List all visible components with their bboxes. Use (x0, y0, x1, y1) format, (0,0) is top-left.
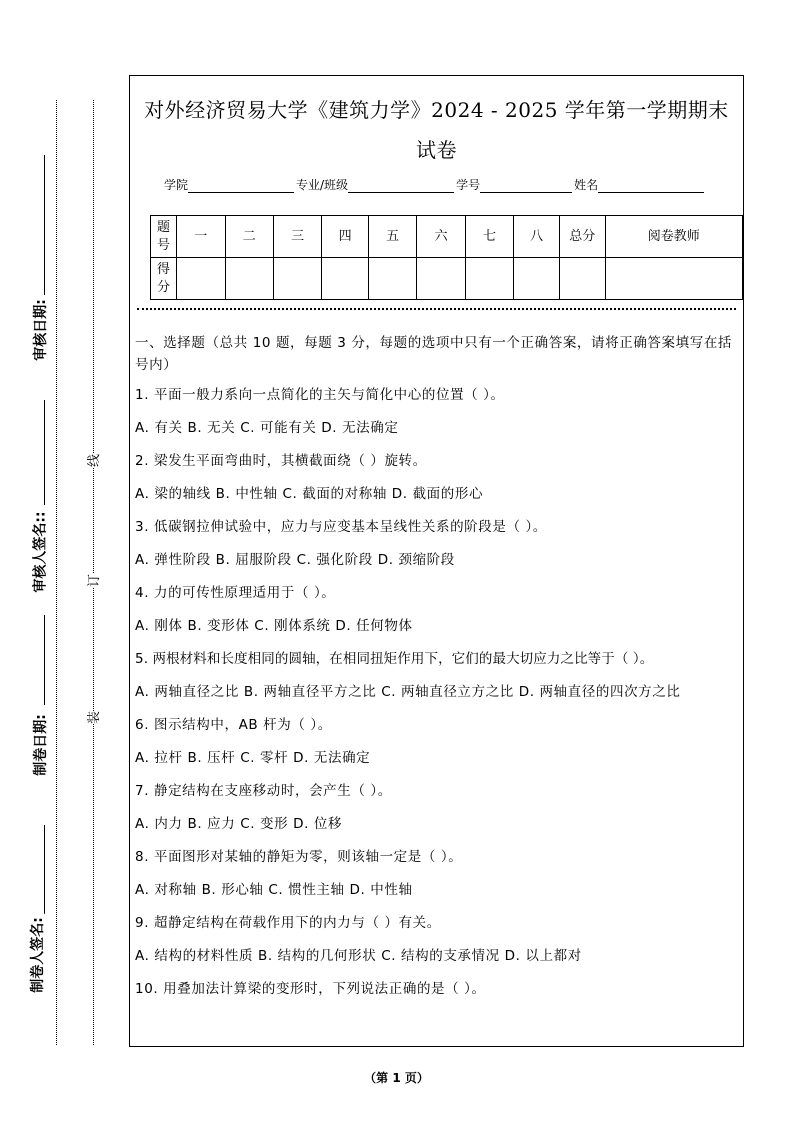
options-9: A. 结构的材料性质 B. 结构的几何形状 C. 结构的支承情况 D. 以上都对 (135, 948, 582, 964)
question-10: 10. 用叠加法计算梁的变形时，下列说法正确的是（ ）。 (135, 981, 486, 997)
col-total: 总分 (559, 216, 605, 258)
options-6: A. 拉杆 B. 压杆 C. 零杆 D. 无法确定 (135, 750, 371, 766)
col-4: 四 (322, 216, 369, 258)
options-5: A. 两轴直径之比 B. 两轴直径平方之比 C. 两轴直径立方之比 D. 两轴直径的四次方之比 (135, 684, 681, 700)
college-blank[interactable] (188, 178, 294, 193)
col-2: 二 (225, 216, 273, 258)
student-info-row (164, 176, 706, 193)
question-9: 9. 超静定结构在荷载作用下的内力与（ ）有关。 (135, 915, 441, 931)
options-1: A. 有关 B. 无关 C. 可能有关 D. 无法确定 (135, 420, 399, 436)
page-footer: （第 1 页） (364, 1071, 429, 1085)
col-7: 七 (465, 216, 513, 258)
college-label: 学院 (164, 178, 189, 192)
major-class-label: 专业/班级 (296, 178, 349, 192)
score-cell-6[interactable] (417, 258, 465, 300)
name-blank[interactable] (598, 178, 704, 193)
major-class-blank[interactable] (348, 178, 454, 193)
col-8: 八 (514, 216, 560, 258)
col-1: 一 (177, 216, 225, 258)
score-table-header-row (151, 216, 743, 258)
score-cell-8[interactable] (514, 258, 560, 300)
question-1: 1. 平面一般力系向一点简化的主矢与简化中心的位置（ ）。 (135, 387, 505, 403)
score-label-cell: 得分 (151, 258, 177, 300)
reviewer-date-label: 审核日期: (30, 296, 50, 364)
options-8: A. 对称轴 B. 形心轴 C. 惯性主轴 D. 中性轴 (135, 882, 413, 898)
reviewer-date-underline (44, 155, 45, 295)
header-label-cell: 题号 (151, 216, 177, 258)
options-7: A. 内力 B. 应力 C. 变形 D. 位移 (135, 816, 343, 832)
score-cell-4[interactable] (322, 258, 369, 300)
col-5: 五 (368, 216, 416, 258)
score-table-score-row (151, 258, 743, 300)
student-id-blank[interactable] (480, 178, 572, 193)
score-cell-grader[interactable] (605, 258, 742, 300)
question-5: 5. 两根材料和长度相同的圆轴，在相同扭矩作用下，它们的最大切应力之比等于（ ）。 (135, 651, 654, 667)
left-dotted-line-inner (93, 100, 94, 1045)
col-6: 六 (417, 216, 465, 258)
score-table (150, 215, 743, 300)
question-4: 4. 力的可传性原理适用于（ ）。 (135, 585, 336, 601)
options-4: A. 刚体 B. 变形体 C. 刚体系统 D. 任何物体 (135, 618, 413, 634)
student-id-label: 学号 (456, 178, 481, 192)
maker-sign-label: 制卷人签名: (27, 914, 47, 996)
seal-mount-char: 装 (80, 711, 105, 724)
col-grader: 阅卷教师 (605, 216, 742, 258)
reviewer-sign-underline (44, 400, 45, 505)
maker-sign-underline (44, 825, 45, 915)
score-cell-2[interactable] (225, 258, 273, 300)
section-heading: 一、选择题（总共 10 题，每题 3 分，每题的选项中只有一个正确答案，请将正确答案填写在括号内） (135, 335, 733, 373)
options-2: A. 梁的轴线 B. 中性轴 C. 截面的对称轴 D. 截面的形心 (135, 486, 484, 502)
col-3: 三 (273, 216, 321, 258)
score-cell-1[interactable] (177, 258, 225, 300)
seal-bind-char: 订 (80, 574, 105, 587)
question-section (135, 332, 738, 1011)
question-2: 2. 梁发生平面弯曲时，其横截面绕（ ）旋转。 (135, 453, 427, 469)
exam-frame (129, 75, 744, 1047)
score-cell-5[interactable] (368, 258, 416, 300)
score-cell-total[interactable] (559, 258, 605, 300)
question-7: 7. 静定结构在支座移动时，会产生（ ）。 (135, 783, 392, 799)
score-cell-7[interactable] (465, 258, 513, 300)
seal-line-char: 线 (80, 454, 105, 467)
reviewer-sign-label: 审核人签名:: (30, 508, 50, 595)
dotted-separator (137, 308, 736, 310)
question-8: 8. 平面图形对某轴的静矩为零，则该轴一定是（ ）。 (135, 849, 463, 865)
question-6: 6. 图示结构中，AB 杆为（ ）。 (135, 717, 332, 733)
left-dotted-line-outer (56, 100, 57, 1045)
exam-title: 对外经济贸易大学《建筑力学》2024 - 2025 学年第一学期期末试卷 (144, 98, 729, 162)
name-label: 姓名 (574, 178, 599, 192)
question-3: 3. 低碳钢拉伸试验中，应力与应变基本呈线性关系的阶段是（ ）。 (135, 519, 547, 535)
score-cell-3[interactable] (273, 258, 321, 300)
options-3: A. 弹性阶段 B. 屈服阶段 C. 强化阶段 D. 颈缩阶段 (135, 552, 455, 568)
maker-date-underline (44, 615, 45, 705)
maker-date-label: 制卷日期: (30, 711, 50, 779)
